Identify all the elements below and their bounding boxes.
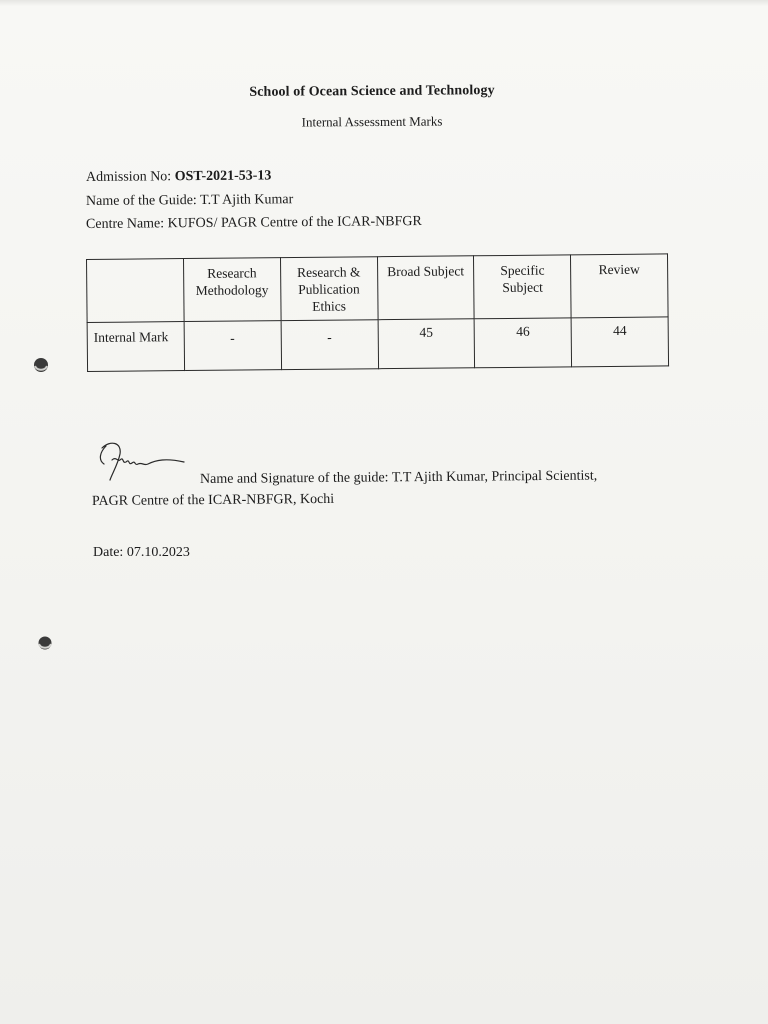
table-header-cell: [87, 259, 184, 323]
date-label: Date:: [93, 545, 127, 560]
table-cell: -: [184, 321, 281, 371]
admission-number-line: [86, 168, 272, 186]
date-value: 07.10.2023: [126, 545, 190, 560]
table-header-cell: Research Methodology: [183, 258, 281, 322]
document-subtitle: Internal Assessment Marks: [301, 113, 443, 130]
table-cell: 44: [571, 317, 668, 367]
guide-affiliation-line: PAGR Centre of the ICAR-NBFGR, Kochi: [91, 491, 335, 509]
handwritten-signature: [92, 436, 188, 482]
guide-label: Name of the Guide:: [85, 193, 201, 209]
table-header-row: [87, 254, 669, 323]
guide-value: T.T Ajith Kumar: [199, 192, 294, 209]
punch-hole-icon: [32, 356, 50, 374]
centre-label: Centre Name:: [85, 216, 168, 232]
marks-table: [86, 253, 669, 372]
table-cell: -: [281, 320, 378, 370]
admission-value: OST-2021-53-13: [174, 168, 272, 185]
guide-signature-line: Name and Signature of the guide: T.T Ajith Kumar, Principal Scientist,: [199, 468, 598, 487]
table-header-cell: Research & Publication Ethics: [280, 257, 377, 321]
page-top-edge: [0, 0, 768, 6]
table-cell: 45: [378, 319, 475, 369]
admission-label: Admission No:: [85, 169, 175, 185]
table-cell: 46: [474, 318, 571, 368]
table-header-cell: Broad Subject: [377, 256, 474, 320]
table-header-cell: Specific Subject: [474, 255, 571, 319]
marks-table-wrapper: [86, 253, 669, 372]
document-title: School of Ocean Science and Technology: [249, 83, 495, 100]
centre-name-line: [86, 214, 422, 233]
table-row-label: Internal Mark: [87, 322, 184, 372]
centre-value: KUFOS/ PAGR Centre of the ICAR-NBFGR: [167, 214, 422, 232]
date-line: [93, 545, 190, 561]
table-header-cell: Review: [571, 254, 668, 318]
guide-name-line: [86, 192, 293, 210]
table-row: [87, 317, 668, 372]
punch-hole-icon: [36, 634, 54, 652]
